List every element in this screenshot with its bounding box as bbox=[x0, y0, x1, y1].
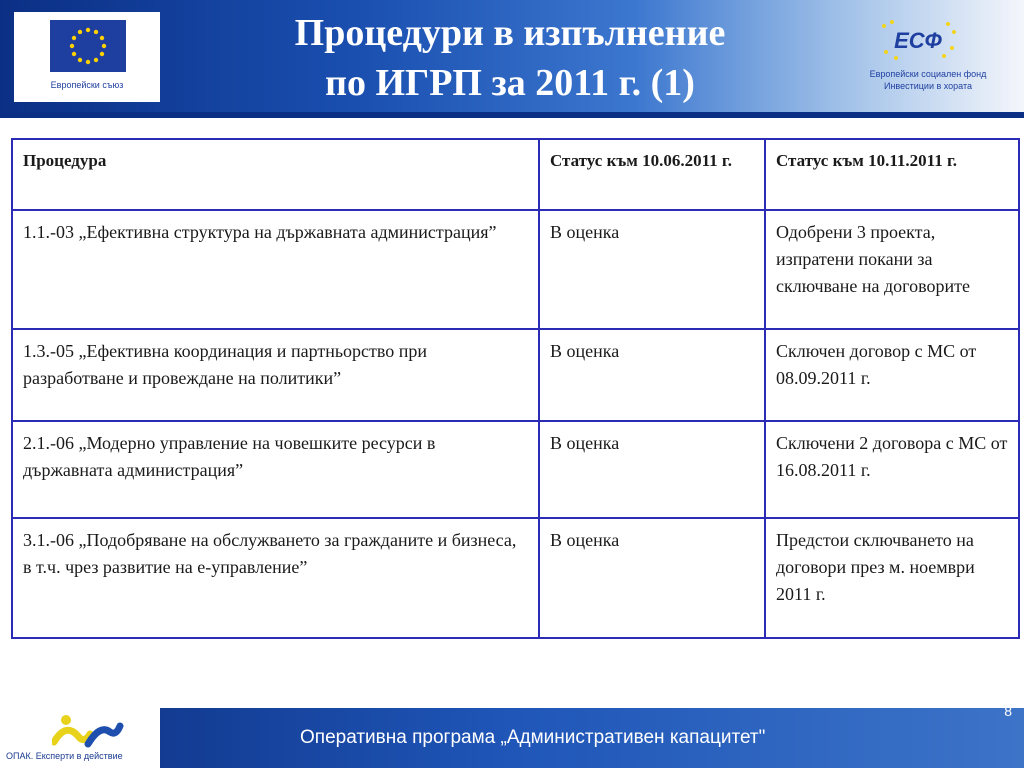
title-line-2: по ИГРП за 2011 г. (1) bbox=[325, 62, 695, 104]
eu-logo-caption: Европейски съюз bbox=[50, 80, 124, 90]
eu-logo bbox=[14, 12, 160, 102]
esf-logo-text: ЕСФ bbox=[894, 28, 942, 53]
status-november-cell: Одобрени 3 проекта, изпратени покани за сключване на договорите bbox=[765, 210, 1019, 329]
esf-logo bbox=[848, 10, 1008, 102]
procedures-table bbox=[11, 138, 1020, 639]
procedure-cell: 2.1.-06 „Модерно управление на човешките ресурси в държавната администрация” bbox=[12, 421, 539, 518]
procedure-cell: 1.3.-05 „Ефективна координация и партньорство при разработване и провеждане на политики” bbox=[12, 329, 539, 421]
table-header-row bbox=[12, 139, 1019, 210]
procedure-cell: 1.1.-03 „Ефективна структура на държавната администрация” bbox=[12, 210, 539, 329]
opak-logo-icon bbox=[52, 714, 124, 750]
status-november-cell: Предстои сключването на договори през м. ноември 2011 г. bbox=[765, 518, 1019, 638]
table-row bbox=[12, 329, 1019, 421]
footer-band bbox=[0, 703, 1024, 768]
status-june-cell: В оценка bbox=[539, 518, 765, 638]
header-status-november: Статус към 10.11.2011 г. bbox=[765, 139, 1019, 210]
opak-caption: ОПАК. Експерти в действие bbox=[6, 751, 123, 761]
header-rule bbox=[0, 112, 1024, 118]
page-number: 8 bbox=[1004, 703, 1012, 719]
status-june-cell: В оценка bbox=[539, 421, 765, 518]
status-november-cell: Сключен договор с МС от 08.09.2011 г. bbox=[765, 329, 1019, 421]
slide-title bbox=[230, 8, 790, 108]
header-procedure: Процедура bbox=[12, 139, 539, 210]
eu-flag-icon bbox=[50, 20, 126, 72]
status-november-cell: Сключени 2 договора с МС от 16.08.2011 г. bbox=[765, 421, 1019, 518]
esf-caption-line-2: Инвестиции в хората bbox=[883, 81, 972, 91]
status-june-cell: В оценка bbox=[539, 210, 765, 329]
opak-logo bbox=[0, 708, 160, 768]
procedure-cell: 3.1.-06 „Подобряване на обслужването за гражданите и бизнеса, в т.ч. чрез развитие на е-управление” bbox=[12, 518, 539, 638]
header-status-june: Статус към 10.06.2011 г. bbox=[539, 139, 765, 210]
table-row bbox=[12, 421, 1019, 518]
title-line-1: Процедури в изпълнение bbox=[294, 12, 726, 54]
esf-logo-icon bbox=[878, 18, 958, 62]
esf-logo-caption bbox=[848, 68, 1008, 92]
esf-caption-line-1: Европейски социален фонд bbox=[869, 69, 987, 79]
status-june-cell: В оценка bbox=[539, 329, 765, 421]
table-row bbox=[12, 518, 1019, 638]
program-name: Оперативна програма „Административен капацитет" bbox=[300, 727, 766, 748]
table-row bbox=[12, 210, 1019, 329]
header-band bbox=[0, 0, 1024, 112]
